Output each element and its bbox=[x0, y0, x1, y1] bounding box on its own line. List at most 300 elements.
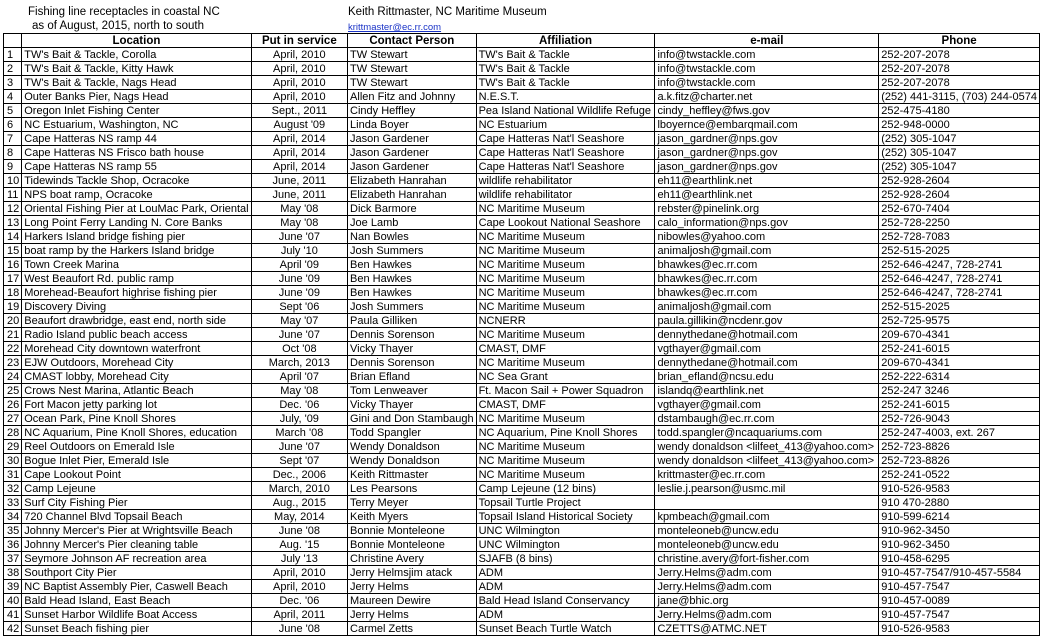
table-body bbox=[4, 48, 1040, 636]
cell-email[interactable]: rebster@pinelink.org bbox=[655, 202, 879, 216]
cell-location: Tidewinds Tackle Shop, Ocracoke bbox=[22, 174, 251, 188]
cell-location: Reel Outdoors on Emerald Isle bbox=[22, 440, 251, 454]
cell-email[interactable]: lboyernce@embarqmail.com bbox=[655, 118, 879, 132]
cell-put-in-service: March '08 bbox=[251, 426, 347, 440]
cell-row-number: 3 bbox=[4, 76, 22, 90]
cell-row-number: 15 bbox=[4, 244, 22, 258]
cell-contact-person: Bonnie Monteleone bbox=[348, 538, 477, 552]
cell-affiliation: Camp Lejeune (12 bins) bbox=[476, 482, 655, 496]
cell-row-number: 29 bbox=[4, 440, 22, 454]
cell-email[interactable]: CZETTS@ATMC.NET bbox=[655, 622, 879, 636]
cell-put-in-service: Dec., 2006 bbox=[251, 468, 347, 482]
cell-affiliation: Sunset Beach Turtle Watch bbox=[476, 622, 655, 636]
cell-row-number: 12 bbox=[4, 202, 22, 216]
cell-put-in-service: June, 2011 bbox=[251, 174, 347, 188]
cell-affiliation: CMAST, DMF bbox=[476, 398, 655, 412]
cell-phone: (252) 305-1047 bbox=[879, 132, 1040, 146]
cell-email[interactable]: brian_efland@ncsu.edu bbox=[655, 370, 879, 384]
cell-affiliation: NC Maritime Museum bbox=[476, 356, 655, 370]
cell-email[interactable]: info@twstackle.com bbox=[655, 48, 879, 62]
cell-phone: 252-207-2078 bbox=[879, 76, 1040, 90]
cell-phone: 910-526-9583 bbox=[879, 622, 1040, 636]
cell-email[interactable]: nibowles@yahoo.com bbox=[655, 230, 879, 244]
cell-put-in-service: April, 2014 bbox=[251, 132, 347, 146]
cell-affiliation: NC Aquarium, Pine Knoll Shores bbox=[476, 426, 655, 440]
cell-contact-person: TW Stewart bbox=[348, 76, 477, 90]
cell-location: Cape Hatteras NS ramp 44 bbox=[22, 132, 251, 146]
cell-location: Long Point Ferry Landing N. Core Banks bbox=[22, 216, 251, 230]
cell-affiliation: NCNERR bbox=[476, 314, 655, 328]
cell-put-in-service: June '09 bbox=[251, 286, 347, 300]
cell-phone: 252-207-2078 bbox=[879, 62, 1040, 76]
cell-row-number: 42 bbox=[4, 622, 22, 636]
cell-email[interactable]: dennythedane@hotmail.com bbox=[655, 356, 879, 370]
cell-email[interactable]: Jerry.Helms@adm.com bbox=[655, 608, 879, 622]
cell-row-number: 38 bbox=[4, 566, 22, 580]
cell-affiliation: NC Maritime Museum bbox=[476, 244, 655, 258]
column-header-location: Location bbox=[22, 34, 251, 48]
cell-put-in-service: April, 2010 bbox=[251, 90, 347, 104]
cell-location: Sunset Harbor Wildlife Boat Access bbox=[22, 608, 251, 622]
cell-phone: 252-725-9575 bbox=[879, 314, 1040, 328]
cell-affiliation: NC Maritime Museum bbox=[476, 412, 655, 426]
cell-affiliation: wildlife rehabilitator bbox=[476, 188, 655, 202]
cell-row-number: 2 bbox=[4, 62, 22, 76]
cell-row-number: 41 bbox=[4, 608, 22, 622]
cell-contact-person: Vicky Thayer bbox=[348, 342, 477, 356]
cell-affiliation: Cape Lookout National Seashore bbox=[476, 216, 655, 230]
cell-location: Crows Nest Marina, Atlantic Beach bbox=[22, 384, 251, 398]
cell-location: Beaufort drawbridge, east end, north side bbox=[22, 314, 251, 328]
cell-phone: 252-723-8826 bbox=[879, 454, 1040, 468]
cell-row-number: 26 bbox=[4, 398, 22, 412]
cell-location: Morehead City downtown waterfront bbox=[22, 342, 251, 356]
cell-email[interactable]: info@twstackle.com bbox=[655, 62, 879, 76]
cell-phone: 252-728-2250 bbox=[879, 216, 1040, 230]
cell-phone: 252-515-2025 bbox=[879, 300, 1040, 314]
cell-affiliation: TW's Bait & Tackle bbox=[476, 48, 655, 62]
cell-row-number: 13 bbox=[4, 216, 22, 230]
cell-affiliation: Cape Hatteras Nat'l Seashore bbox=[476, 160, 655, 174]
cell-phone: 910-526-9583 bbox=[879, 482, 1040, 496]
cell-put-in-service: June '07 bbox=[251, 440, 347, 454]
cell-phone: 252-222-6314 bbox=[879, 370, 1040, 384]
cell-email[interactable]: calo_information@nps.gov bbox=[655, 216, 879, 230]
cell-put-in-service: April '09 bbox=[251, 258, 347, 272]
cell-location: Sunset Beach fishing pier bbox=[22, 622, 251, 636]
cell-phone: 252-241-0522 bbox=[879, 468, 1040, 482]
cell-email[interactable]: wendy donaldson <lilfeet_413@yahoo.com> bbox=[655, 454, 879, 468]
title-line-1: Fishing line receptacles in coastal NC bbox=[28, 6, 220, 18]
cell-phone: 910-457-7547 bbox=[879, 580, 1040, 594]
cell-location: Ocean Park, Pine Knoll Shores bbox=[22, 412, 251, 426]
cell-row-number: 28 bbox=[4, 426, 22, 440]
cell-affiliation: NC Maritime Museum bbox=[476, 440, 655, 454]
cell-affiliation: NC Maritime Museum bbox=[476, 272, 655, 286]
cell-put-in-service: June '07 bbox=[251, 328, 347, 342]
cell-row-number: 22 bbox=[4, 342, 22, 356]
cell-email[interactable]: dstambaugh@ec.rr.com bbox=[655, 412, 879, 426]
cell-affiliation: Ft. Macon Sail + Power Squadron bbox=[476, 384, 655, 398]
cell-row-number: 24 bbox=[4, 370, 22, 384]
cell-contact-person: Jerry Helms bbox=[348, 580, 477, 594]
cell-contact-person: Dennis Sorenson bbox=[348, 328, 477, 342]
table-row bbox=[4, 552, 1040, 566]
cell-phone: 910-457-7547 bbox=[879, 608, 1040, 622]
cell-affiliation: Bald Head Island Conservancy bbox=[476, 594, 655, 608]
cell-location: Harkers Island bridge fishing pier bbox=[22, 230, 251, 244]
table-row bbox=[4, 538, 1040, 552]
cell-contact-person: Dennis Sorenson bbox=[348, 356, 477, 370]
cell-affiliation: NC Maritime Museum bbox=[476, 230, 655, 244]
cell-contact-person: TW Stewart bbox=[348, 62, 477, 76]
table-row bbox=[4, 62, 1040, 76]
table-row bbox=[4, 384, 1040, 398]
cell-location: NC Estuarium, Washington, NC bbox=[22, 118, 251, 132]
cell-affiliation: ADM bbox=[476, 580, 655, 594]
cell-email[interactable] bbox=[655, 496, 879, 510]
cell-row-number: 35 bbox=[4, 524, 22, 538]
cell-affiliation: NC Maritime Museum bbox=[476, 258, 655, 272]
cell-phone: 252-241-6015 bbox=[879, 342, 1040, 356]
cell-email[interactable]: monteleoneb@uncw.edu bbox=[655, 524, 879, 538]
cell-phone: 252-646-4247, 728-2741 bbox=[879, 286, 1040, 300]
cell-email[interactable]: cindy_heffley@fws.gov bbox=[655, 104, 879, 118]
cell-row-number: 25 bbox=[4, 384, 22, 398]
cell-row-number: 27 bbox=[4, 412, 22, 426]
cell-email[interactable]: jason_gardner@nps.gov bbox=[655, 132, 879, 146]
table-row bbox=[4, 580, 1040, 594]
cell-location: Johnny Mercer's Pier cleaning table bbox=[22, 538, 251, 552]
table-row bbox=[4, 524, 1040, 538]
cell-email[interactable]: info@twstackle.com bbox=[655, 76, 879, 90]
cell-contact-person: Jason Gardener bbox=[348, 146, 477, 160]
cell-phone: (252) 305-1047 bbox=[879, 160, 1040, 174]
cell-put-in-service: June, 2011 bbox=[251, 188, 347, 202]
cell-phone: (252) 305-1047 bbox=[879, 146, 1040, 160]
cell-row-number: 14 bbox=[4, 230, 22, 244]
cell-phone: 252-207-2078 bbox=[879, 48, 1040, 62]
cell-location: Fort Macon jetty parking lot bbox=[22, 398, 251, 412]
cell-contact-person: Todd Spangler bbox=[348, 426, 477, 440]
cell-phone: 910-457-0089 bbox=[879, 594, 1040, 608]
cell-contact-person: Terry Meyer bbox=[348, 496, 477, 510]
cell-email[interactable]: vgthayer@gmail.com bbox=[655, 398, 879, 412]
cell-location: Seymore Johnson AF recreation area bbox=[22, 552, 251, 566]
table-row bbox=[4, 440, 1040, 454]
cell-row-number: 5 bbox=[4, 104, 22, 118]
cell-contact-person: Linda Boyer bbox=[348, 118, 477, 132]
cell-row-number: 8 bbox=[4, 146, 22, 160]
table-row bbox=[4, 146, 1040, 160]
cell-location: Southport City Pier bbox=[22, 566, 251, 580]
cell-location: EJW Outdoors, Morehead City bbox=[22, 356, 251, 370]
cell-put-in-service: July '13 bbox=[251, 552, 347, 566]
author-line: Keith Rittmaster, NC Maritime Museum bbox=[348, 6, 547, 18]
cell-put-in-service: April, 2014 bbox=[251, 146, 347, 160]
cell-contact-person: Keith Rittmaster bbox=[348, 468, 477, 482]
cell-phone: 910-962-3450 bbox=[879, 524, 1040, 538]
cell-location: Town Creek Marina bbox=[22, 258, 251, 272]
cell-row-number: 1 bbox=[4, 48, 22, 62]
table-row bbox=[4, 398, 1040, 412]
cell-row-number: 31 bbox=[4, 468, 22, 482]
cell-put-in-service: April, 2010 bbox=[251, 62, 347, 76]
cell-email[interactable]: eh11@earthlink.net bbox=[655, 174, 879, 188]
table-row bbox=[4, 370, 1040, 384]
cell-affiliation: NC Maritime Museum bbox=[476, 454, 655, 468]
cell-contact-person: Ben Hawkes bbox=[348, 258, 477, 272]
cell-email[interactable]: animaljosh@gmail.com bbox=[655, 244, 879, 258]
cell-location: Cape Hatteras NS ramp 55 bbox=[22, 160, 251, 174]
cell-phone: 252-475-4180 bbox=[879, 104, 1040, 118]
cell-location: boat ramp by the Harkers Island bridge bbox=[22, 244, 251, 258]
cell-row-number: 37 bbox=[4, 552, 22, 566]
cell-contact-person: Joe Lamb bbox=[348, 216, 477, 230]
cell-put-in-service: June '07 bbox=[251, 230, 347, 244]
table-row bbox=[4, 608, 1040, 622]
cell-put-in-service: May '08 bbox=[251, 216, 347, 230]
cell-phone: 252-948-0000 bbox=[879, 118, 1040, 132]
cell-row-number: 11 bbox=[4, 188, 22, 202]
cell-put-in-service: April, 2010 bbox=[251, 48, 347, 62]
cell-contact-person: Elizabeth Hanrahan bbox=[348, 188, 477, 202]
cell-location: Surf City Fishing Pier bbox=[22, 496, 251, 510]
table-row bbox=[4, 174, 1040, 188]
cell-put-in-service: March, 2013 bbox=[251, 356, 347, 370]
cell-location: Morehead-Beaufort highrise fishing pier bbox=[22, 286, 251, 300]
cell-contact-person: TW Stewart bbox=[348, 48, 477, 62]
cell-row-number: 9 bbox=[4, 160, 22, 174]
cell-email[interactable]: islandq@earthlink.net bbox=[655, 384, 879, 398]
cell-contact-person: Christine Avery bbox=[348, 552, 477, 566]
cell-contact-person: Jason Gardener bbox=[348, 132, 477, 146]
cell-affiliation: NC Maritime Museum bbox=[476, 300, 655, 314]
cell-email[interactable]: Jerry.Helms@adm.com bbox=[655, 580, 879, 594]
table-row bbox=[4, 356, 1040, 370]
cell-row-number: 21 bbox=[4, 328, 22, 342]
cell-email[interactable]: jason_gardner@nps.gov bbox=[655, 160, 879, 174]
cell-put-in-service: Sept '07 bbox=[251, 454, 347, 468]
cell-email[interactable]: bhawkes@ec.rr.com bbox=[655, 272, 879, 286]
table-row bbox=[4, 300, 1040, 314]
column-header-affiliation: Affiliation bbox=[476, 34, 655, 48]
cell-phone: 252-670-7404 bbox=[879, 202, 1040, 216]
cell-email[interactable]: a.k.fitz@charter.net bbox=[655, 90, 879, 104]
cell-email[interactable]: kpmbeach@gmail.com bbox=[655, 510, 879, 524]
column-header-phone: Phone bbox=[879, 34, 1040, 48]
cell-location: Camp Lejeune bbox=[22, 482, 251, 496]
cell-contact-person: Cindy Heffley bbox=[348, 104, 477, 118]
cell-affiliation: UNC Wilmington bbox=[476, 538, 655, 552]
cell-affiliation: Pea Island National Wildlife Refuge bbox=[476, 104, 655, 118]
cell-put-in-service: July '10 bbox=[251, 244, 347, 258]
cell-affiliation: NC Sea Grant bbox=[476, 370, 655, 384]
cell-put-in-service: Aug. '15 bbox=[251, 538, 347, 552]
cell-affiliation: NC Maritime Museum bbox=[476, 468, 655, 482]
cell-row-number: 19 bbox=[4, 300, 22, 314]
cell-put-in-service: June '08 bbox=[251, 524, 347, 538]
cell-location: Outer Banks Pier, Nags Head bbox=[22, 90, 251, 104]
cell-row-number: 32 bbox=[4, 482, 22, 496]
cell-row-number: 36 bbox=[4, 538, 22, 552]
table-row bbox=[4, 258, 1040, 272]
cell-contact-person: Wendy Donaldson bbox=[348, 440, 477, 454]
cell-affiliation: Topsail Turtle Project bbox=[476, 496, 655, 510]
cell-location: 720 Channel Blvd Topsail Beach bbox=[22, 510, 251, 524]
cell-affiliation: NC Maritime Museum bbox=[476, 202, 655, 216]
cell-put-in-service: June '08 bbox=[251, 622, 347, 636]
table-row bbox=[4, 90, 1040, 104]
cell-put-in-service: May, 2014 bbox=[251, 510, 347, 524]
cell-email[interactable]: monteleoneb@uncw.edu bbox=[655, 538, 879, 552]
cell-affiliation: NC Maritime Museum bbox=[476, 286, 655, 300]
cell-put-in-service: April '07 bbox=[251, 370, 347, 384]
cell-affiliation: Cape Hatteras Nat'l Seashore bbox=[476, 132, 655, 146]
cell-row-number: 23 bbox=[4, 356, 22, 370]
cell-affiliation: CMAST, DMF bbox=[476, 342, 655, 356]
table-row bbox=[4, 244, 1040, 258]
table-row bbox=[4, 328, 1040, 342]
column-header-contact-person: Contact Person bbox=[348, 34, 477, 48]
cell-location: Cape Lookout Point bbox=[22, 468, 251, 482]
cell-affiliation: TW's Bait & Tackle bbox=[476, 76, 655, 90]
cell-location: Bogue Inlet Pier, Emerald Isle bbox=[22, 454, 251, 468]
cell-location: Discovery Diving bbox=[22, 300, 251, 314]
table-row bbox=[4, 132, 1040, 146]
cell-phone: 209-670-4341 bbox=[879, 356, 1040, 370]
cell-row-number: 4 bbox=[4, 90, 22, 104]
cell-affiliation: NC Estuarium bbox=[476, 118, 655, 132]
column-header-row-number bbox=[4, 34, 22, 48]
table-row bbox=[4, 342, 1040, 356]
cell-phone: 252-646-4247, 728-2741 bbox=[879, 258, 1040, 272]
cell-row-number: 34 bbox=[4, 510, 22, 524]
cell-put-in-service: Aug., 2015 bbox=[251, 496, 347, 510]
column-header-put-in-service: Put in service bbox=[251, 34, 347, 48]
cell-email[interactable]: leslie.j.pearson@usmc.mil bbox=[655, 482, 879, 496]
table-header-row bbox=[4, 34, 1040, 48]
cell-location: Oriental Fishing Pier at LouMac Park, Oriental bbox=[22, 202, 251, 216]
cell-put-in-service: May '08 bbox=[251, 384, 347, 398]
table-row bbox=[4, 426, 1040, 440]
cell-phone: 252-728-7083 bbox=[879, 230, 1040, 244]
cell-email[interactable]: vgthayer@gmail.com bbox=[655, 342, 879, 356]
cell-put-in-service: April, 2010 bbox=[251, 566, 347, 580]
cell-contact-person: Carmel Zetts bbox=[348, 622, 477, 636]
cell-email[interactable]: dennythedane@hotmail.com bbox=[655, 328, 879, 342]
cell-phone: 910-458-6295 bbox=[879, 552, 1040, 566]
cell-row-number: 20 bbox=[4, 314, 22, 328]
cell-location: NC Aquarium, Pine Knoll Shores, education bbox=[22, 426, 251, 440]
cell-contact-person: Wendy Donaldson bbox=[348, 454, 477, 468]
cell-put-in-service: May '08 bbox=[251, 202, 347, 216]
cell-contact-person: Gini and Don Stambaugh bbox=[348, 412, 477, 426]
cell-put-in-service: April, 2010 bbox=[251, 580, 347, 594]
cell-row-number: 30 bbox=[4, 454, 22, 468]
cell-email[interactable]: wendy donaldson <lilfeet_413@yahoo.com> bbox=[655, 440, 879, 454]
cell-contact-person: Ben Hawkes bbox=[348, 272, 477, 286]
cell-email[interactable]: todd.spangler@ncaquariums.com bbox=[655, 426, 879, 440]
cell-put-in-service: Dec. '06 bbox=[251, 594, 347, 608]
cell-phone: 252-928-2604 bbox=[879, 188, 1040, 202]
cell-contact-person: Jerry Helmsjim atack bbox=[348, 566, 477, 580]
cell-phone: 252-723-8826 bbox=[879, 440, 1040, 454]
author-email-link[interactable]: krittmaster@ec.rr.com bbox=[348, 22, 442, 33]
cell-affiliation: ADM bbox=[476, 566, 655, 580]
cell-location: Radio Island public beach access bbox=[22, 328, 251, 342]
cell-phone: 252-646-4247, 728-2741 bbox=[879, 272, 1040, 286]
cell-contact-person: Tom Lenweaver bbox=[348, 384, 477, 398]
cell-email[interactable]: bhawkes@ec.rr.com bbox=[655, 286, 879, 300]
receptacles-table bbox=[3, 33, 1040, 636]
cell-phone: 910 470-2880 bbox=[879, 496, 1040, 510]
table-row bbox=[4, 272, 1040, 286]
cell-affiliation: wildlife rehabilitator bbox=[476, 174, 655, 188]
cell-location: TW's Bait & Tackle, Nags Head bbox=[22, 76, 251, 90]
cell-put-in-service: Sept '06 bbox=[251, 300, 347, 314]
cell-email[interactable]: krittmaster@ec.rr.com bbox=[655, 468, 879, 482]
cell-location: West Beaufort Rd. public ramp bbox=[22, 272, 251, 286]
cell-affiliation: SJAFB (8 bins) bbox=[476, 552, 655, 566]
table-row bbox=[4, 314, 1040, 328]
cell-put-in-service: July, '09 bbox=[251, 412, 347, 426]
cell-phone: (252) 441-3115, (703) 244-0574 bbox=[879, 90, 1040, 104]
table-row bbox=[4, 216, 1040, 230]
cell-email[interactable]: jane@bhic.org bbox=[655, 594, 879, 608]
table-row bbox=[4, 286, 1040, 300]
cell-put-in-service: April, 2014 bbox=[251, 160, 347, 174]
cell-row-number: 18 bbox=[4, 286, 22, 300]
table-row bbox=[4, 594, 1040, 608]
cell-phone: 910-457-7547/910-457-5584 bbox=[879, 566, 1040, 580]
cell-put-in-service: April, 2011 bbox=[251, 608, 347, 622]
cell-phone: 252-241-6015 bbox=[879, 398, 1040, 412]
table-row bbox=[4, 202, 1040, 216]
cell-email[interactable]: jason_gardner@nps.gov bbox=[655, 146, 879, 160]
cell-affiliation: Cape Hatteras Nat'l Seashore bbox=[476, 146, 655, 160]
cell-phone: 910-599-6214 bbox=[879, 510, 1040, 524]
cell-contact-person: Maureen Dewire bbox=[348, 594, 477, 608]
cell-put-in-service: Oct '08 bbox=[251, 342, 347, 356]
cell-contact-person: Jerry Helms bbox=[348, 608, 477, 622]
table-row bbox=[4, 454, 1040, 468]
cell-phone: 209-670-4341 bbox=[879, 328, 1040, 342]
cell-contact-person: Ben Hawkes bbox=[348, 286, 477, 300]
cell-location: TW's Bait & Tackle, Corolla bbox=[22, 48, 251, 62]
cell-email[interactable]: christine.avery@fort-fisher.com bbox=[655, 552, 879, 566]
cell-email[interactable]: Jerry.Helms@adm.com bbox=[655, 566, 879, 580]
cell-affiliation: UNC Wilmington bbox=[476, 524, 655, 538]
cell-phone: 252-726-9043 bbox=[879, 412, 1040, 426]
cell-put-in-service: Dec. '06 bbox=[251, 398, 347, 412]
cell-email[interactable]: bhawkes@ec.rr.com bbox=[655, 258, 879, 272]
cell-email[interactable]: paula.gillikin@ncdenr.gov bbox=[655, 314, 879, 328]
table-row bbox=[4, 160, 1040, 174]
cell-put-in-service: August '09 bbox=[251, 118, 347, 132]
cell-affiliation: TW's Bait & Tackle bbox=[476, 62, 655, 76]
cell-contact-person: Bonnie Monteleone bbox=[348, 524, 477, 538]
cell-row-number: 39 bbox=[4, 580, 22, 594]
table-row bbox=[4, 188, 1040, 202]
cell-row-number: 7 bbox=[4, 132, 22, 146]
table-row bbox=[4, 566, 1040, 580]
cell-email[interactable]: animaljosh@gmail.com bbox=[655, 300, 879, 314]
cell-phone: 252-928-2604 bbox=[879, 174, 1040, 188]
cell-row-number: 10 bbox=[4, 174, 22, 188]
cell-contact-person: Vicky Thayer bbox=[348, 398, 477, 412]
cell-email[interactable]: eh11@earthlink.net bbox=[655, 188, 879, 202]
